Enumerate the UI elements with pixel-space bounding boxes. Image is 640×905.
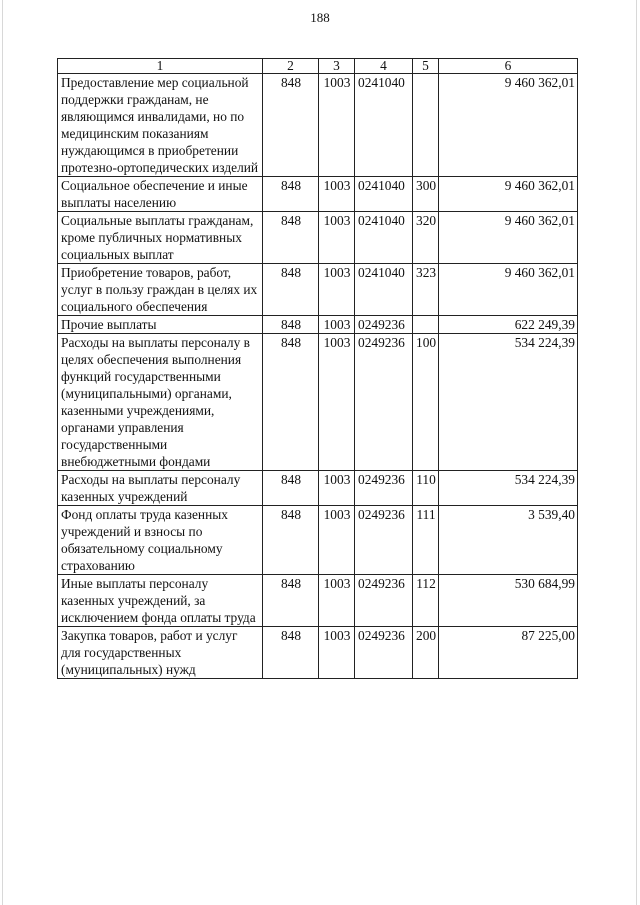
row-vr xyxy=(413,316,439,334)
table-row xyxy=(58,471,578,506)
row-csr: 0241040 xyxy=(355,74,413,177)
row-name: Приобретение товаров, работ, услуг в пользу граждан в целях их социального обеспечения xyxy=(58,264,263,316)
row-rz: 1003 xyxy=(319,627,355,679)
table-row xyxy=(58,575,578,627)
row-rz: 1003 xyxy=(319,316,355,334)
scan-edge-left xyxy=(2,0,3,905)
row-rz: 1003 xyxy=(319,506,355,575)
budget-table xyxy=(57,58,578,679)
table-row xyxy=(58,177,578,212)
row-ved: 848 xyxy=(263,177,319,212)
row-name: Предоставление мер социальной поддержки гражданам, не являющимся инвалидами, но по медицинским показаниям нуждающимся в приобретении протезно-ортопедических изделий xyxy=(58,74,263,177)
row-name: Социальное обеспечение и иные выплаты населению xyxy=(58,177,263,212)
row-vr: 323 xyxy=(413,264,439,316)
row-csr: 0249236 xyxy=(355,471,413,506)
header-col-2: 2 xyxy=(263,59,319,74)
row-name: Социальные выплаты гражданам, кроме публичных нормативных социальных выплат xyxy=(58,212,263,264)
table-row xyxy=(58,506,578,575)
row-name: Прочие выплаты xyxy=(58,316,263,334)
row-rz: 1003 xyxy=(319,177,355,212)
scan-edge-right xyxy=(636,0,637,905)
header-col-5: 5 xyxy=(413,59,439,74)
row-name: Расходы на выплаты персоналу казенных учреждений xyxy=(58,471,263,506)
page-number: 188 xyxy=(310,10,330,25)
row-amount: 9 460 362,01 xyxy=(439,264,578,316)
row-csr: 0249236 xyxy=(355,334,413,471)
row-csr: 0241040 xyxy=(355,212,413,264)
row-ved: 848 xyxy=(263,575,319,627)
row-vr: 110 xyxy=(413,471,439,506)
row-csr: 0249236 xyxy=(355,506,413,575)
row-name: Фонд оплаты труда казенных учреждений и взносы по обязательному социальному страхованию xyxy=(58,506,263,575)
row-rz: 1003 xyxy=(319,471,355,506)
header-col-4: 4 xyxy=(355,59,413,74)
table-row xyxy=(58,212,578,264)
row-vr: 320 xyxy=(413,212,439,264)
row-amount: 9 460 362,01 xyxy=(439,212,578,264)
row-rz: 1003 xyxy=(319,212,355,264)
row-rz: 1003 xyxy=(319,264,355,316)
row-rz: 1003 xyxy=(319,575,355,627)
row-ved: 848 xyxy=(263,212,319,264)
row-amount: 9 460 362,01 xyxy=(439,74,578,177)
table-row xyxy=(58,334,578,471)
table-row xyxy=(58,264,578,316)
row-amount: 534 224,39 xyxy=(439,471,578,506)
row-amount: 87 225,00 xyxy=(439,627,578,679)
header-col-6: 6 xyxy=(439,59,578,74)
row-amount: 9 460 362,01 xyxy=(439,177,578,212)
row-rz: 1003 xyxy=(319,74,355,177)
row-amount: 530 684,99 xyxy=(439,575,578,627)
table-header xyxy=(58,59,578,74)
header-col-1: 1 xyxy=(58,59,263,74)
header-col-3: 3 xyxy=(319,59,355,74)
row-ved: 848 xyxy=(263,627,319,679)
row-csr: 0249236 xyxy=(355,575,413,627)
row-csr: 0241040 xyxy=(355,264,413,316)
row-amount: 622 249,39 xyxy=(439,316,578,334)
row-name: Закупка товаров, работ и услуг для государственных (муниципальных) нужд xyxy=(58,627,263,679)
row-csr: 0249236 xyxy=(355,627,413,679)
table-row xyxy=(58,74,578,177)
row-ved: 848 xyxy=(263,471,319,506)
row-rz: 1003 xyxy=(319,334,355,471)
table-row xyxy=(58,316,578,334)
row-ved: 848 xyxy=(263,264,319,316)
row-name: Расходы на выплаты персоналу в целях обеспечения выполнения функций государственными (муниципальными) органами, казенными учреждениями, органами управления государственными внебюджетными фондами xyxy=(58,334,263,471)
row-ved: 848 xyxy=(263,74,319,177)
row-amount: 534 224,39 xyxy=(439,334,578,471)
table-body xyxy=(58,74,578,679)
row-ved: 848 xyxy=(263,506,319,575)
row-ved: 848 xyxy=(263,334,319,471)
row-csr: 0241040 xyxy=(355,177,413,212)
row-vr xyxy=(413,74,439,177)
row-vr: 112 xyxy=(413,575,439,627)
row-vr: 200 xyxy=(413,627,439,679)
table-row xyxy=(58,627,578,679)
row-vr: 111 xyxy=(413,506,439,575)
row-ved: 848 xyxy=(263,316,319,334)
row-csr: 0249236 xyxy=(355,316,413,334)
row-amount: 3 539,40 xyxy=(439,506,578,575)
header-row xyxy=(58,59,578,74)
row-name: Иные выплаты персоналу казенных учреждений, за исключением фонда оплаты труда xyxy=(58,575,263,627)
row-vr: 300 xyxy=(413,177,439,212)
row-vr: 100 xyxy=(413,334,439,471)
